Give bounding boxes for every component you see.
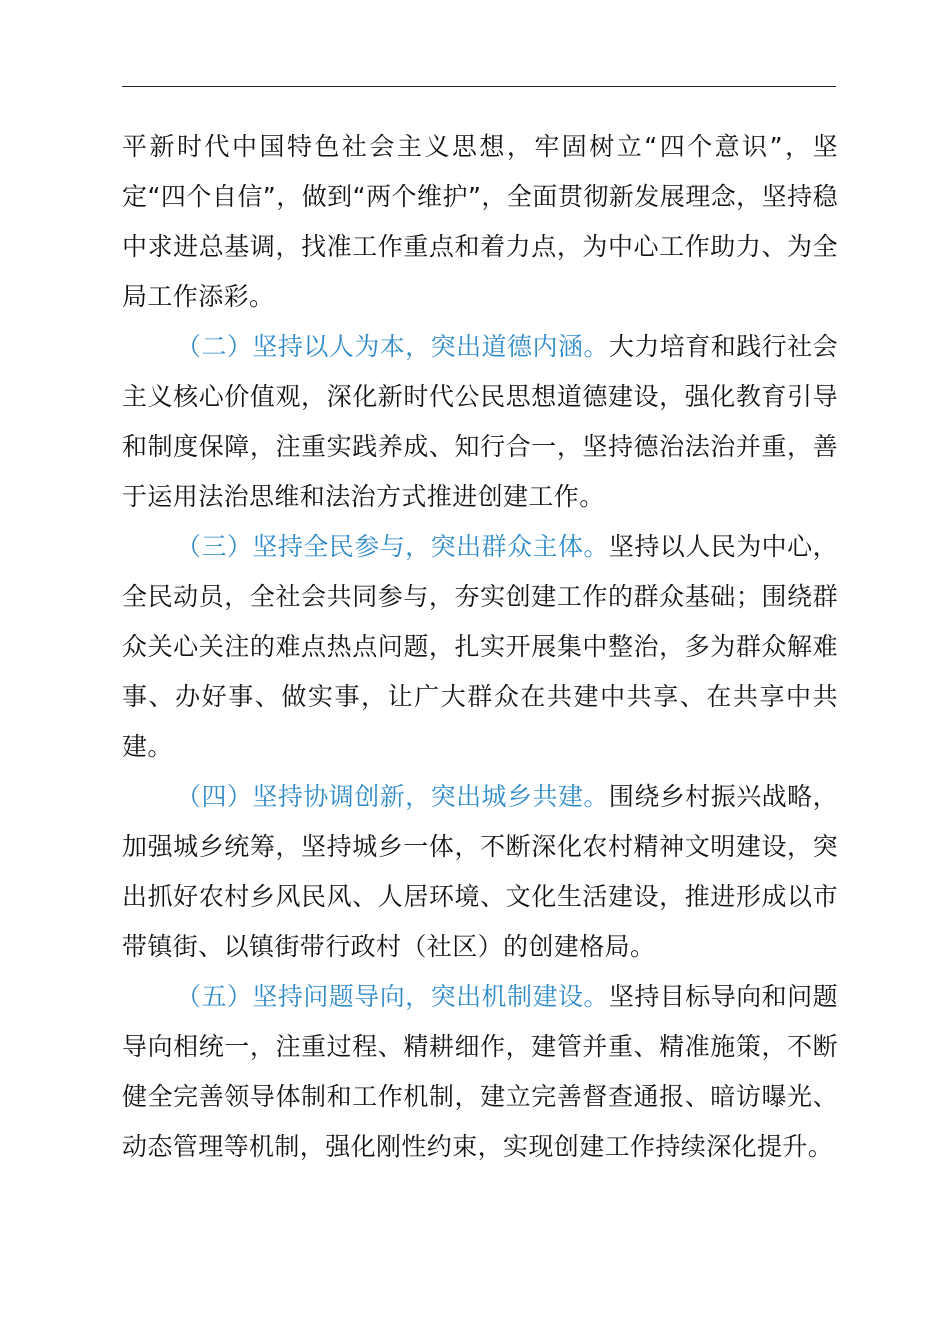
header-rule (122, 86, 836, 87)
section-heading-5: （五）坚持问题导向，突出机制建设。 (176, 982, 609, 1011)
paragraph-section-2 (122, 322, 838, 522)
section-heading-2: （二）坚持以人为本，突出道德内涵。 (176, 332, 609, 361)
paragraph-body: 平新时代中国特色社会主义思想，牢固树立“四个意识”，坚定“四个自信”，做到“两个维护”，全面贯彻新发展理念，坚持稳中求进总基调，找准工作重点和着力点，为中心工作助力、为全局工作添彩。 (122, 132, 838, 311)
section-heading-4: （四）坚持协调创新，突出城乡共建。 (176, 782, 609, 811)
document-body (122, 122, 838, 1172)
paragraph-continuation (122, 122, 838, 322)
section-heading-3: （三）坚持全民参与，突出群众主体。 (176, 532, 609, 561)
paragraph-section-5 (122, 972, 838, 1172)
paragraph-body: 坚持目标导向和问题导向相统一，注重过程、精耕细作，建管并重、精准施策，不断健全完善领导体制和工作机制，建立完善督查通报、暗访曝光、动态管理等机制，强化刚性约束，实现创建工作持续深化提升。 (122, 982, 838, 1161)
paragraph-section-3 (122, 522, 838, 772)
paragraph-section-4 (122, 772, 838, 972)
paragraph-body: 大力培育和践行社会主义核心价值观，深化新时代公民思想道德建设，强化教育引导和制度保障，注重实践养成、知行合一，坚持德治法治并重，善于运用法治思维和法治方式推进创建工作。 (122, 332, 838, 511)
paragraph-body: 坚持以人民为中心，全民动员，全社会共同参与，夯实创建工作的群众基础；围绕群众关心关注的难点热点问题，扎实开展集中整治，多为群众解难事、办好事、做实事，让广大群众在共建中共享、在共享中共建。 (122, 532, 838, 761)
paragraph-body: 围绕乡村振兴战略，加强城乡统筹，坚持城乡一体，不断深化农村精神文明建设，突出抓好农村乡风民风、人居环境、文化生活建设，推进形成以市带镇街、以镇街带行政村（社区）的创建格局。 (122, 782, 838, 961)
